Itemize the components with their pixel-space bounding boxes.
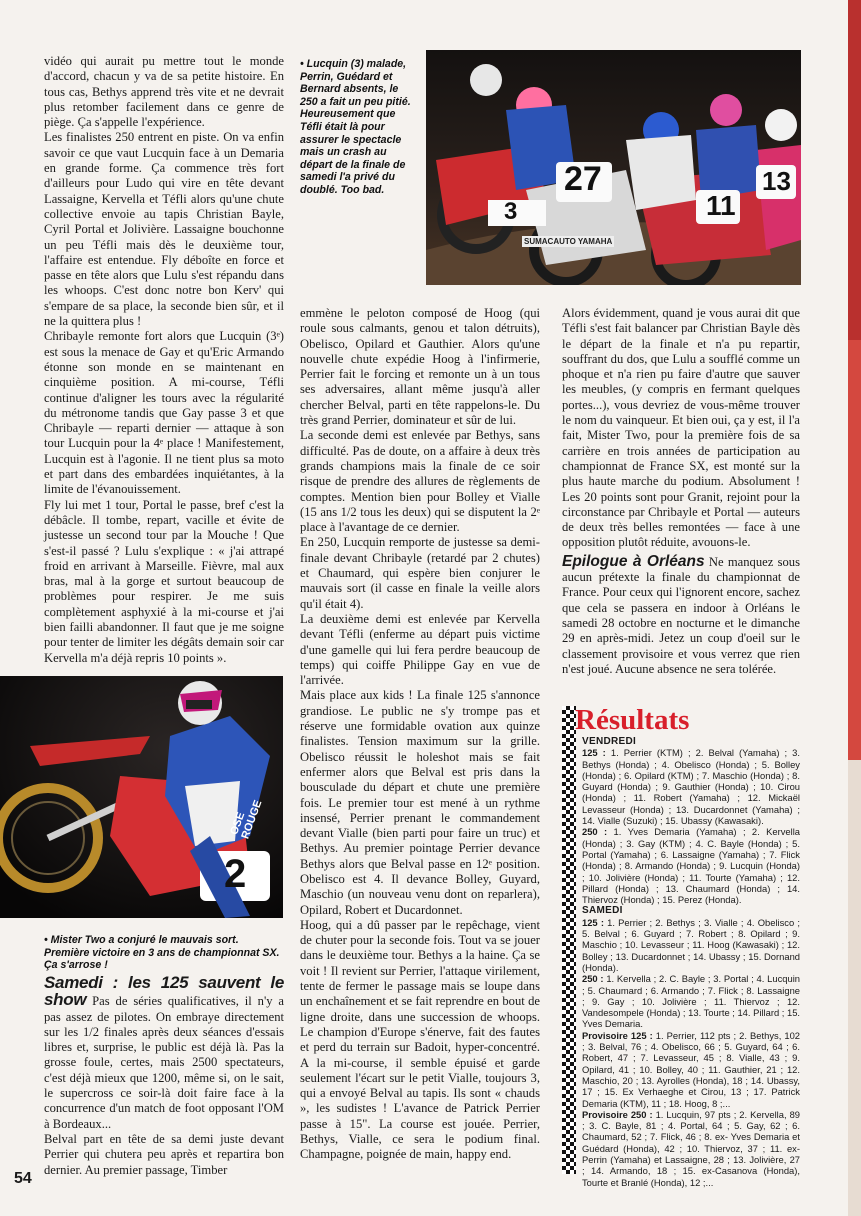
results-list: 1. Perrier, 112 pts ; 2. Bethys, 102 ; 3. Belval, 76 ; 4. Obelisco, 66 ; 5. Guyard, 64 ; 6. Robert, 47 ; 7. Levasseur, 45 ; 8. Vialle, 43 ; 9. Opilard, 41 ; 10. Bolley, 40 ; 11. Gauthier, 21 ; 12. Maschio, 20 ; 13. Ayrolles (Honda), 18 ; 14. Ubassy, 17 ; 15. Ex Verhaeghe et Cirou, 13 ; 17. Patrick Demaria (KTM), 11 ; 18. Hoog, 8 ;... (582, 1029, 800, 1109)
article-column-2 (300, 306, 540, 1163)
category-label: 250 : (582, 826, 608, 838)
page-edge-strip (848, 340, 861, 760)
paragraph-text: Pas de séries qualificatives, il n'y a pas assez de pilotes. On embraye directement sur les 1/2 finales après deux séances d'essais libres et, surprise, le public est déjà là. Pas la grosse foule, certes, mais 2500 spectateurs, c'est déjà mieux que 1200, même si, on le sait, le supercross ce soir-là doit faire face à la concurrence d'un match de foot opposant l'OM à Bordeaux... (44, 994, 285, 1131)
results-box (582, 736, 800, 1188)
paragraph: Alors évidemment, quand je vous aurai dit que Téfli s'est fait balancer par Christian Bayle dès le départ de la finale et n'a pu repartir, souffrant du dos, que Lulu a soufflé comme un phoque et n'a rien pu faire d'autre que sauver les meubles, (y compris en fermant quelques portes...), vous devriez de vous-même trouver le nom du vainqueur. Et bien oui, ça y est, il l'a fait, Mister Two, pour la première fois de sa carrière en trois années de participation au championnat de France SX, est monté sur la plus haute marche du podium. Absolument ! Les 20 points sont pour Granit, rejoint pour la circonstance par Chribayle et Portal — auteurs de deux très belles remontées — face à une opposition plutôt réduite, avouons-le. (562, 306, 800, 550)
category-label: 125 : (582, 747, 606, 759)
results-saturday-250 (582, 973, 800, 1029)
article-column-3 (562, 306, 800, 677)
results-list: 1. Perrier ; 2. Bethys ; 3. Vialle ; 4. Obelisco ; 5. Belval ; 6. Guyard ; 7. Robert ; 8. Opilard ; 9. Maschio ; 10. Levasseur ; 11. Hoog (Kawasaki) ; 12. Bolley ; 13. Ducardonnet ; 14. Ubassy ; 15. Dornand (Honda). (582, 916, 801, 973)
jersey-text: OSE ROUGE (228, 798, 265, 841)
helmet (765, 109, 797, 141)
paragraph: La deuxième demi est enlevée par Kervella devant Téfli (enferme au départ puis victime d'une gamelle qui lui fera perdre beaucoup de temps) qui coiffe Philippe Gay en vue de l'arrivée. (300, 611, 540, 688)
article-column-1-top (44, 54, 284, 666)
paragraph (562, 554, 800, 677)
plate-number-text: 11 (706, 190, 736, 221)
paragraph: Les finalistes 250 entrent en piste. On va enfin savoir ce que vaut Lucquin face à un Demaria en grande forme. Ça commence très fort d'ailleurs pour Ludo qui vire en tête devant Lassaigne, Kervella et Téfli alors qu'une chute collective envoie au tapis Christian Bayle, Cyril Portal et Jolivière. Lassaigne bouchonne un peu Téfli mais dès le deuxième tour, l'affaire est entendue. Fly déboîte en force et passe en tête alors que Lulu s'est répandu dans les whoops. C'est donc notre bon Kerv' qui s'empare de sa place, la seconde bien sûr, et il ne la quittera plus ! (44, 130, 284, 329)
rider-jersey (696, 125, 761, 200)
results-friday-250 (582, 826, 800, 905)
results-list: 1. Perrier (KTM) ; 2. Belval (Yamaha) ; 3. Bethys (Honda) ; 4. Obelisco (Honda) ; 5. Bolley (Honda) ; 6. Opilard (KTM) ; 7. Maschio (Honda) ; 8. Guyard (Honda) ; 9. Gauthier (Honda) ; 10. Cirou (Honda) ; 11. Robert (Yamaha) ; 12. Mickaël Levasseur (Honda) ; 13. Ducardonnet (Yamaha) ; 14. Vialle (Suzuki) ; 15. Ubassy (Kawasaki). (582, 747, 800, 827)
paragraph: Fly lui met 1 tour, Portal le passe, bref c'est la débâcle. Il tombe, repart, vacille et évite de justesse un second tour par la Mouche ! Que s'est-il passé ? Lulu s'explique : « j'ai attrapé froid en arrivant à Marseille. Fièvre, mal aux bras, mal à la gorge et surtout beaucoup de problèmes pour respirer. Je me suis complètement asphyxié à la mi-course et j'ai bien failli abandonner. Il faut que je me soigne pour tenter de limiter les dégâts demain soir car Kervella m'a déjà repris 10 points ». (44, 497, 284, 665)
paragraph: Belval part en tête de sa demi juste devant Perrier qui chutera peu après et repartira bon dernier. Au premier passage, Timber (44, 1131, 284, 1177)
section-heading-saturday: Samedi : les 125 sauvent le show (44, 973, 284, 1010)
results-list: 1. Yves Demaria (Yamaha) ; 2. Kervella (Honda) ; 3. Gay (KTM) ; 4. C. Bayle (Honda) ; 5. Portal (Yamaha) ; 6. Lassaigne (Yamaha) ; 7. Flick (Honda) ; 8. Armando (Honda) ; 9. Lucquin (Honda) ; 10. Jolivière (Honda) ; 11. Tourte (Yamaha) ; 12. Pillard (Honda) ; 13. Chaumard (Honda) ; 14. Thiervoz (Honda) ; 15. Perez (Honda). (582, 826, 800, 906)
results-day-saturday: SAMEDI (582, 905, 623, 917)
paragraph: Chribayle remonte fort alors que Lucquin (3ᵉ) est sous la menace de Gay et qu'Eric Armando étonne son monde en se maintenant en cinquième position. A mi-course, Téfli continue d'aligner les tours avec la régularité du métronome tandis que Gay passe 3 et que Chribayle — reparti dernier — attaque à son tour Lucquin pour la 4ᵉ place ! Manifestement, Lucquin est à l'agonie. Il ne tient plus sa moto et part dans des embardées inquiétantes, à la limite de l'évanouissement. (44, 329, 284, 497)
helmet (710, 94, 742, 126)
page-number: 54 (14, 1170, 32, 1187)
page-edge-strip (848, 0, 861, 340)
paragraph (44, 975, 284, 1132)
results-title: Résultats (575, 704, 690, 736)
checkered-flag-strip (562, 706, 576, 1174)
results-list: 1. Kervella ; 2. C. Bayle ; 3. Portal ; 4. Lucquin ; 5. Chaumard ; 6. Armando ; 7. Flick ; 8. Lassaigne ; 9. Gay ; 10. Jolivière ; 11. Thiervoz ; 12. Vandesompele (Honda) ; 13. Tourte ; 14. Pillard ; 15. Yves Demaria. (582, 973, 801, 1030)
paragraph: La seconde demi est enlevée par Bethys, sans difficulté. Pas de doute, on a affaire à deux très grands champions mais la finale de ce soir risque de prendre des allures de règlements de comptes. Mention bien pour Bolley et Vialle (15 ans 1/2 tous les deux) qui se disputent la 2ᵉ place à l'avantage de ce dernier. (300, 428, 540, 535)
paragraph: emmène le peloton composé de Hoog (qui roule sous calmants, genou et talon détruits), Obelisco, Opilard et Gauthier. Alors qu'une nouvelle chute expédie Hoog à l'infirmerie, Perrier fait le forcing et remonte un à un tous ses adversaires, allant même jusqu'à aller chercher Belval, parti en tête rappelons-le. Du très grand Perrier, dominateur et sûr de lui. (300, 306, 540, 428)
race-illustration (426, 50, 801, 285)
number-plate-text: 2 (224, 852, 247, 896)
helmet (470, 64, 502, 96)
results-provisional-250 (582, 1109, 800, 1188)
results-provisional-125 (582, 1030, 800, 1109)
results-saturday-125 (582, 917, 800, 973)
results-day-friday: VENDREDI (582, 736, 637, 747)
sticker-text: SUMACAUTO YAMAHA (524, 237, 613, 246)
page-edge-strip (848, 760, 861, 1216)
category-label: Provisoire 125 : (582, 1029, 653, 1041)
plate-number-text: 3 (504, 198, 518, 225)
paragraph: Hoog, qui a dû passer par le repêchage, vient de chuter pour la seconde fois. Tout va se jouer dans le deuxième tour. Bethys a la haine. Ça se voit ! Il revient sur Perrier, l'attaque virilement, tente de fermer le passage mais se loupe dans un enchaînement et se fait reprendre en bout de ligne droite, dans une succession de whoops. Le champion d'Europe s'énerve, fait des fautes et perd du terrain sur Badoit, hyper-concentré. A la mi-course, il semble épuisé et garde seulement l'écart sur le petit Vialle, toujours 3, qui a envoyé Belval au tapis. Ils sont « chauds », les sudistes ! L'avance de Patrick Perrier passe à 15". La course est jouée. Perrier, Bethys, Vialle, ce sera le podium final. Champagne, poignée de main, happy end. (300, 917, 540, 1162)
rider-jersey (626, 135, 696, 210)
paragraph-text: Ne manquez sous aucun prétexte la finale du championnat de France. Pour ceux qui l'ignorent encore, sachez que cela se passera en indoor à Orléans le samedi 28 octobre en nocturne et le dimanche 29 en après-midi. Jetez un coup d'oeil sur le classement provisoire et vous verrez que rien n'est joué. Aucune absence ne sera tolérée. (562, 554, 800, 676)
paragraph: Mais place aux kids ! La finale 125 s'annonce grandiose. Le public ne s'y trompe pas et réserve une formidable ovation aux quinze finalistes. Tension maximum sur la grille. Obelisco réussit le holeshot mais se fait enfermer alors que Belval est pris dans la bousculade du départ et chute une première fois. Le premier tour est mené à un rythme insensé, Perrier prenant le commandement devant Vialle (bien parti pour faire un truc) et Bethys. Au premier pointage Perrier devance Bethys alors que Belval passe en 12ᵉ position. Obelisco est 4. Il devance Bolley, Guyard, Maschio (un nouveau venu dont on reparlera), Opilard, Robert et Ducardonnet. (300, 688, 540, 917)
article-column-1-bottom (44, 975, 284, 1178)
category-label: 125 : (582, 916, 604, 928)
plate-number-text: 27 (564, 160, 602, 198)
category-label: 250 : (582, 973, 604, 985)
caption-left-photo: • Mister Two a conjuré le mauvais sort. Première victoire en 3 ans de championnat SX. Ça s'arrose ! (44, 934, 280, 972)
section-heading-epilogue: Epilogue à Orléans (562, 552, 705, 570)
results-friday-125 (582, 747, 800, 826)
paragraph: En 250, Lucquin remporte de justesse sa demi-finale devant Chribayle (retardé par 2 chutes) et Chaumard, qui espère bien conjurer le mauvais sort (il casse en finale la veille alors qu'il était 4). (300, 535, 540, 611)
caption-top-photo: • Lucquin (3) malade, Perrin, Guédard et Bernard absents, le 250 a fait un peu pitié. Heureusement que Téfli était là pour assurer le spectacle mais un crash au départ de la finale de samedi l'a privé du doublé. Too bad. (300, 58, 411, 196)
category-label: Provisoire 250 : (582, 1108, 653, 1120)
photo-250-race-start (426, 50, 801, 285)
results-list: 1. Lucquin, 97 pts ; 2. Kervella, 89 ; 3. C. Bayle, 81 ; 4. Portal, 64 ; 5. Gay, 62 ; 6. Chaumard, 52 ; 7. Flick, 46 ; 8. ex- Yves Demaria et Guédard (Honda), 42 ; 10. Thiervoz, 37 ; 11. ex- Perrin (Yamaha) et Lassaigne, 28 ; 13. Jolivière, 27 ; 14. Armando, 18 ; 15. ex-Casanova (Honda), Tourte et Branlé (Honda), 12 ;... (582, 1108, 800, 1188)
paragraph: vidéo qui aurait pu mettre tout le monde d'accord, chacun y va de sa petite histoire. En tous cas, Bethys apprend très vite et ne devrait plus retomber facilement dans ce genre de piège. Ça s'appelle l'expérience. (44, 54, 284, 130)
plate-number-text: 13 (762, 166, 791, 196)
photo-mister-two-rider (0, 676, 283, 918)
